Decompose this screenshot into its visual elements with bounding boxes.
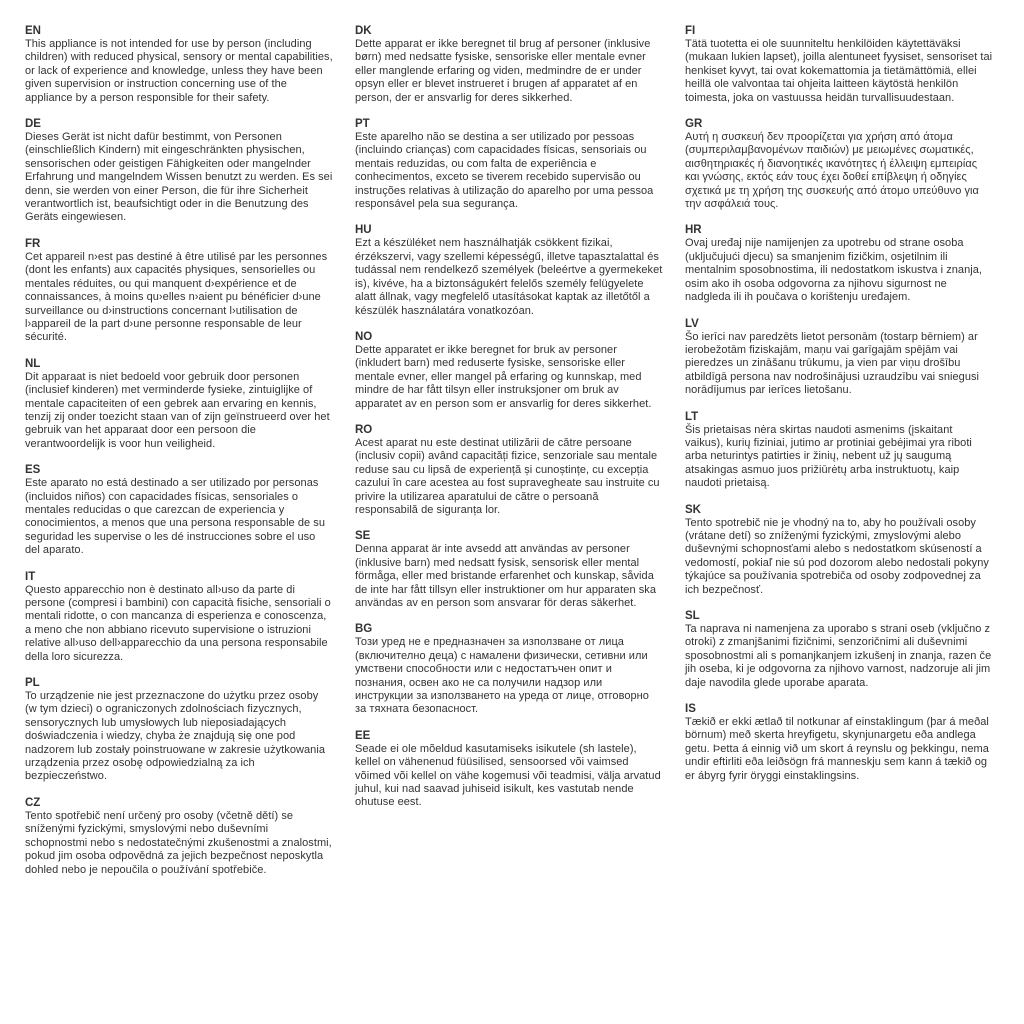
- language-section-lv: [685, 317, 993, 398]
- language-section-sl: [685, 609, 993, 690]
- language-code-label: LV: [685, 317, 699, 330]
- safety-warning-text: Tento spotřebič není určený pro osoby (včetně dětí) se sníženými fyzickými, smyslovými nebo duševními schopnostmi nebo s nedostatečnými zkušenostmi a znalostmi, pokud jim osoba odpovědná za jejich bezpečnost neposkytla dohled nebo je nepoučila o používání spotřebiče.: [25, 809, 332, 876]
- language-section-is: [685, 702, 993, 783]
- language-code-label: PT: [355, 118, 370, 131]
- safety-warning-text: Tento spotrebič nie je vhodný na to, aby ho používali osoby (vrátane detí) so zníženými fyzickými, zmyslovými alebo duševnými schopnosťami alebo s nedostatkom skúseností a vedomostí, pokiaľ nie sú pod dozorom alebo nedostali pokyny týkajúce sa používania spotrebiča od osoby zodpovednej za ich bezpečnosť.: [685, 516, 989, 596]
- language-code-label: RO: [355, 423, 373, 436]
- language-code-label: CZ: [25, 796, 41, 809]
- column-right: [685, 24, 993, 889]
- language-section-pl: [25, 676, 333, 784]
- safety-warning-text: Este aparelho não se destina a ser utilizado por pessoas (incluindo crianças) com capacidades físicas, sensoriais ou mentais reduzidas, ou com falta de experiência e conhecimentos, exceto se tiverem recebido supervisão ou instruções relativas à utilização do aparelho por uma pessoa responsável pela sua segurança.: [355, 131, 654, 211]
- language-code-label: DE: [25, 118, 41, 131]
- language-section-fi: [685, 24, 993, 105]
- language-section-lt: [685, 410, 993, 491]
- safety-warning-text: Αυτή η συσκευή δεν προορίζεται για χρήση από άτομα (συμπεριλαμβανομένων παιδιών) με μειωμένες σωματικές, αισθητηριακές ή διανοητικές ικανότητες ή έλλειψη εμπειρίας και γνώσης, εκτός εάν τους έχει δοθεί επίβλεψη ή οδηγίες σχετικά με τη χρήση της συσκευής από άτομο υπεύθυνο για την ασφάλειά τους.: [685, 131, 979, 211]
- safety-warning-text: This appliance is not intended for use by person (including children) with reduced physical, sensory or mental capabilities, or lack of experience and knowledge, unless they have been given supervision or instruction concerning use of the appliance by a person responsible for their safety.: [25, 38, 333, 104]
- language-section-cz: [25, 796, 333, 877]
- language-code-label: HR: [685, 224, 702, 237]
- language-section-ee: [355, 729, 663, 810]
- language-code-label: GR: [685, 118, 703, 131]
- safety-warning-text: Този уред не е предназначен за използване от лица (включително деца) с намалени физически, сетивни или умствени способности или с недостатъчен опит и познания, освен ако не са получили надзор или инструкции за използването на уреда от лице, отговорно за тяхната безопасност.: [355, 636, 649, 716]
- language-section-hr: [685, 223, 993, 304]
- language-section-fr: [25, 237, 333, 345]
- safety-warning-text: Šo ierīci nav paredzēts lietot personām (tostarp bērniem) ar ierobežotām fiziskajām, maņu vai garīgajām spējām vai pieredzes un zināšanu trūkumu, ja vien par viņu drošību atbildīgā persona nav nodrošinājusi uzraudzību vai sniegusi norādījumus par ierīces lietošanu.: [685, 330, 980, 397]
- safety-warning-text: Šis prietaisas nėra skirtas naudoti asmenims (įskaitant vaikus), kurių fiziniai, jutimo ar protiniai gebėjimai yra riboti arba neturintys patirties ir žinių, nebent už jų saugumą atsakingas asmuo juos prižiūrėtų arba instruktuotų, kaip naudoti prietaisą.: [685, 423, 972, 490]
- language-code-label: EE: [355, 729, 371, 742]
- safety-warning-text: Cet appareil n›est pas destiné à être utilisé par les personnes (dont les enfants) aux capacités physiques, sensorielles ou mentales réduites, ou qui manquent d›expérience et de connaissances, à moins qu›elles n›aient pu bénéficier d›une surveillance ou d›instructions concernant l›utilisation de l›appareil de la part d›une personne responsable de leur sécurité.: [25, 250, 328, 344]
- language-code-label: FR: [25, 237, 41, 250]
- safety-warning-text: Questo apparecchio non è destinato all›uso da parte di persone (compresi i bambini) con capacità fisiche, sensoriali o mentali ridotte, o con mancanza di esperienza e conoscenza, a meno che non abbiano ricevuto supervisione o istruzioni relative all›uso dell›apparecchio da una persona responsabile della loro sicurezza.: [25, 583, 331, 663]
- safety-warning-text: Este aparato no está destinado a ser utilizado por personas (incluidos niños) con capacidades físicas, sensoriales o mentales reducidas o que carezcan de experiencia y conocimientos, a menos que una persona responsable de su seguridad les supervise o les dé instrucciones sobre el uso del aparato.: [25, 477, 325, 557]
- safety-warning-text: Seade ei ole mõeldud kasutamiseks isikutele (sh lastele), kellel on vähenenud füüsilised, sensoorsed või vaimsed võimed või kellel on vähe kogemusi või teadmisi, välja arvatud juhul, kui nad saavad juhiseid isikult, kes vastutab nende ohutuse eest.: [355, 742, 661, 809]
- language-section-no: [355, 330, 663, 411]
- language-code-label: SK: [685, 503, 701, 516]
- language-section-en: [25, 24, 333, 105]
- safety-warning-text: Ta naprava ni namenjena za uporabo s strani oseb (vključno z otroki) z zmanjšanimi fizičnimi, senzoričnimi ali duševnimi sposobnostmi ali s pomanjkanjem izkušenj in znanja, razen če jih oseba, ki je odgovorna za njihovo varnost, nadzoruje ali jim daje navodila glede uporabe aparata.: [685, 623, 992, 689]
- language-code-label: DK: [355, 25, 372, 37]
- language-section-it: [25, 570, 333, 664]
- safety-warning-text: Tækið er ekki ætlað til notkunar af einstaklingum (þar á meðal börnum) með skerta hreyfigetu, skynjunargetu eða andlega getu. Þetta á einnig við um skort á reynslu og þekkingu, nema undir eftirliti eða leiðsögn frá manneskju sem kann á tækið og er ábyrg fyrir öryggi einstaklingsins.: [685, 716, 989, 782]
- language-section-se: [355, 529, 663, 610]
- language-section-bg: [355, 622, 663, 716]
- language-code-label: IS: [685, 703, 696, 716]
- language-code-label: LT: [685, 410, 699, 423]
- language-code-label: NO: [355, 330, 373, 343]
- language-code-label: IT: [25, 570, 36, 583]
- language-code-label: SL: [685, 610, 700, 622]
- language-code-label: SE: [355, 530, 371, 543]
- language-section-pt: [355, 117, 663, 211]
- language-code-label: BG: [355, 623, 373, 636]
- language-code-label: NL: [25, 357, 41, 370]
- safety-warning-text: Acest aparat nu este destinat utilizării de către persoane (inclusiv copii) având capacități fizice, senzoriale sau mentale reduse sau cu lipsă de experiență și cunoștințe, cu excepția cazului în care acestea au fost supravegheate sau instruite cu privire la utilizarea aparatului de către o persoană responsabilă de siguranța lor.: [355, 436, 660, 516]
- column-left: [25, 24, 333, 889]
- language-section-sk: [685, 503, 993, 597]
- safety-warning-text: Tätä tuotetta ei ole suunniteltu henkilöiden käytettäväksi (mukaan lukien lapset), joilla alentuneet fyysiset, sensoriset tai henkiset kyvyt, tai ovat kokemattomia ja tietämättömiä, ellei heillä ole valvontaa tai ohjeita laitteen käytöstä henkilön toimesta, joka on vastuussa heidän turvallisuudestaan.: [685, 38, 993, 104]
- language-section-nl: [25, 357, 333, 451]
- safety-warning-text: Ovaj uređaj nije namijenjen za upotrebu od strane osoba (uključujući djecu) sa smanjenim fizičkim, osjetilnim ili mentalnim sposobnostima, ili nedostatkom iskustva i znanja, osim ako ih osoba odgovorna za njihovu sigurnost ne nadgleda ili ih poučava o korištenju uređajem.: [685, 237, 983, 304]
- language-section-dk: [355, 24, 663, 105]
- language-section-gr: [685, 117, 993, 211]
- language-section-ro: [355, 423, 663, 517]
- language-code-label: HU: [355, 224, 372, 237]
- safety-warning-text: Denna apparat är inte avsedd att användas av personer (inklusive barn) med nedsatt fysisk, sensorisk eller mental förmåga, eller med bristande erfarenhet och kunskap, såvida de inte har fått tillsyn eller instruktioner om hur apparaten ska användas av en person som ansvarar för deras säkerhet.: [355, 543, 657, 609]
- language-code-label: ES: [25, 464, 41, 477]
- safety-warning-text: Dette apparat er ikke beregnet til brug af personer (inklusive børn) med nedsatte fysiske, sensoriske eller mentale evner eller manglende erfaring og viden, medmindre de er under opsyn eller er blevet instrueret i brugen af apparatet af en person, der er ansvarlig for deres sikkerhed.: [355, 38, 651, 104]
- safety-warning-text: Dit apparaat is niet bedoeld voor gebruik door personen (inclusief kinderen) met verminderde fysieke, zintuiglijke of mentale capaciteiten of een gebrek aan ervaring en kennis, tenzij zij onder toezicht staan van of zijn geïnstrueerd over het gebruik van het apparaat door een persoon die verantwoordelijk is voor hun veiligheid.: [25, 370, 330, 450]
- safety-warning-text: To urządzenie nie jest przeznaczone do użytku przez osoby (w tym dzieci) o ograniczonych zdolnościach fizycznych, sensorycznych lub umysłowych lub nieposiadających doświadczenia i wiedzy, chyba że znajdują się one pod nadzorem lub zostały poinstruowane w zakresie użytkowania urządzenia przez osobę odpowiedzialną za ich bezpieczeństwo.: [25, 690, 325, 783]
- safety-warning-text: Ezt a készüléket nem használhatják csökkent fizikai, érzékszervi, vagy szellemi képességű, illetve tapasztalattal és tudással nem rendelkező személyek (beleértve a gyermekeket is), kivéve, ha a biztonságukért felelős személy felügyelete alatt állnak, vagy megfelelő utasításokat kaptak az illetőtől a készülék használatára vonatkozóan.: [355, 237, 663, 317]
- language-code-label: EN: [25, 25, 41, 37]
- language-section-de: [25, 117, 333, 225]
- language-code-label: FI: [685, 25, 696, 37]
- safety-warning-text: Dieses Gerät ist nicht dafür bestimmt, von Personen (einschließlich Kindern) mit eingeschränkten physischen, sensorischen oder geistigen Fähigkeiten oder mangelnder Erfahrung und mangelndem Wissen benutzt zu werden. Es sei denn, sie werden von einer Person, die für ihre Sicherheit verantwortlich ist, beaufsichtigt oder in die Benutzung des Geräts eingewiesen.: [25, 131, 333, 224]
- column-middle: [355, 24, 663, 889]
- language-section-hu: [355, 223, 663, 317]
- safety-warning-text: Dette apparatet er ikke beregnet for bruk av personer (inkludert barn) med reduserte fysiske, sensoriske eller mentale evner, eller mangel på erfaring og kunnskap, med mindre de har fått tilsyn eller instruksjoner om bruk av apparatet av en person som er ansvarlig for deres sikkerhet.: [355, 343, 652, 410]
- language-section-es: [25, 463, 333, 557]
- language-code-label: PL: [25, 677, 40, 690]
